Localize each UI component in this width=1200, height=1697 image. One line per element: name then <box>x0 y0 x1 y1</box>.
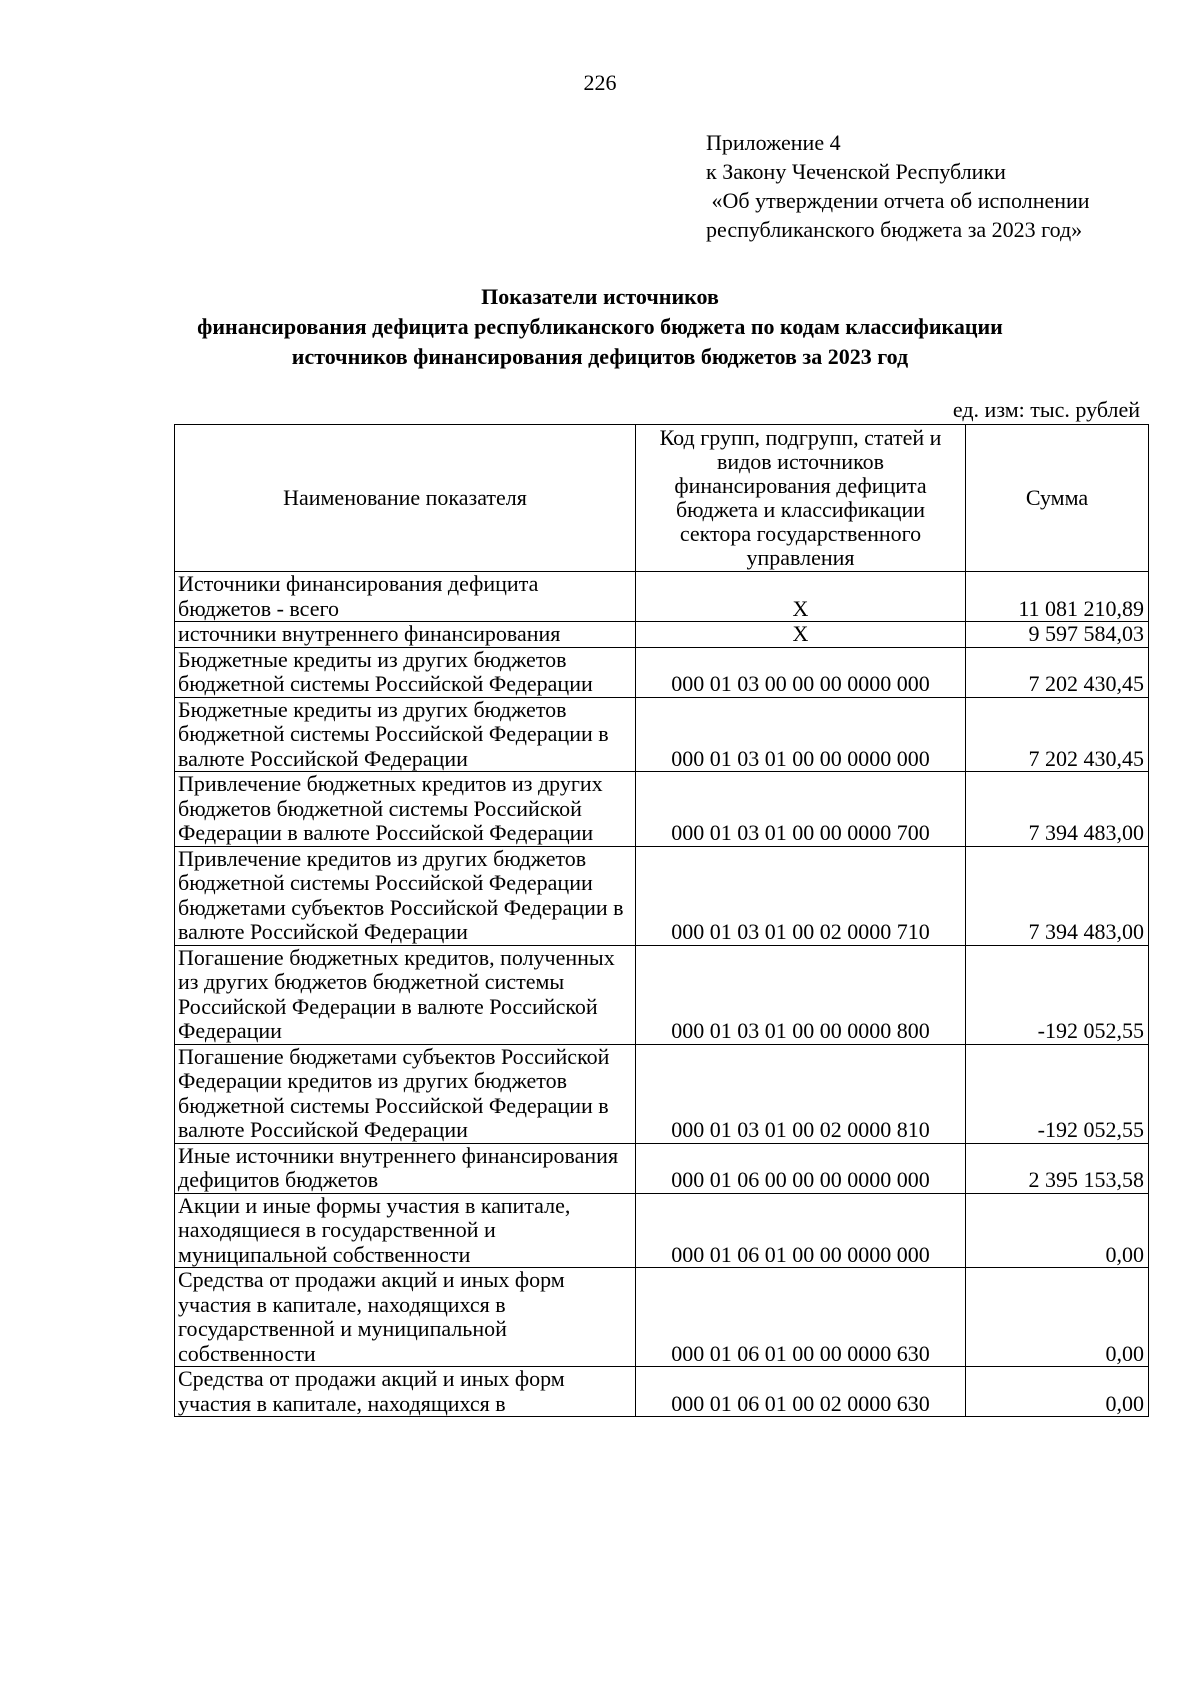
cell-code: X <box>636 572 966 622</box>
table-row <box>175 572 1149 622</box>
cell-name: Средства от продажи акций и иных форм участия в капитале, находящихся в государственной и муниципальной собственности <box>175 1268 636 1367</box>
cell-sum: -192 052,55 <box>966 1044 1149 1143</box>
cell-sum: 11 081 210,89 <box>966 572 1149 622</box>
table-row <box>175 647 1149 697</box>
units-label: ед. изм: тыс. рублей <box>952 397 1140 422</box>
title-line: источников финансирования дефицитов бюджетов за 2023 год <box>291 344 909 369</box>
cell-code: 000 01 03 01 00 00 0000 800 <box>636 945 966 1044</box>
cell-name: Иные источники внутреннего финансирования дефицитов бюджетов <box>175 1143 636 1193</box>
table-row <box>175 945 1149 1044</box>
cell-sum: 0,00 <box>966 1193 1149 1268</box>
table-row <box>175 1268 1149 1367</box>
table-row <box>175 846 1149 945</box>
table-row <box>175 1143 1149 1193</box>
table-row <box>175 1367 1149 1417</box>
table-row <box>175 697 1149 772</box>
table-row <box>175 622 1149 648</box>
cell-sum: 7 394 483,00 <box>966 772 1149 847</box>
cell-sum: 0,00 <box>966 1268 1149 1367</box>
cell-code: 000 01 03 01 00 00 0000 700 <box>636 772 966 847</box>
cell-name: Бюджетные кредиты из других бюджетов бюджетной системы Российской Федерации в валюте Российской Федерации <box>175 697 636 772</box>
cell-code: 000 01 06 01 00 00 0000 000 <box>636 1193 966 1268</box>
page-number: 226 <box>583 70 617 95</box>
cell-sum: -192 052,55 <box>966 945 1149 1044</box>
column-header-code: Код групп, подгрупп, статей и видов источников финансирования дефицита бюджета и классификации сектора государственного управления <box>636 425 966 572</box>
cell-code: 000 01 03 01 00 00 0000 000 <box>636 697 966 772</box>
cell-sum: 7 202 430,45 <box>966 647 1149 697</box>
table-row <box>175 1193 1149 1268</box>
cell-code: 000 01 06 01 00 02 0000 630 <box>636 1367 966 1417</box>
table-row <box>175 1044 1149 1143</box>
cell-name: источники внутреннего финансирования <box>175 622 636 648</box>
appendix-line: «Об утверждении отчета об исполнении <box>706 188 1090 213</box>
appendix-line: к Закону Чеченской Республики <box>706 159 1006 184</box>
cell-name: Источники финансирования дефицита бюджетов - всего <box>175 572 636 622</box>
cell-code: X <box>636 622 966 648</box>
cell-name: Средства от продажи акций и иных форм участия в капитале, находящихся в <box>175 1367 636 1417</box>
cell-name: Привлечение кредитов из других бюджетов бюджетной системы Российской Федерации бюджетами субъектов Российской Федерации в валюте Российской Федерации <box>175 846 636 945</box>
appendix-line: республиканского бюджета за 2023 год» <box>706 217 1083 242</box>
cell-code: 000 01 06 00 00 00 0000 000 <box>636 1143 966 1193</box>
cell-name: Привлечение бюджетных кредитов из других бюджетов бюджетной системы Российской Федерации в валюте Российской Федерации <box>175 772 636 847</box>
cell-name: Акции и иные формы участия в капитале, находящиеся в государственной и муниципальной собственности <box>175 1193 636 1268</box>
cell-sum: 7 394 483,00 <box>966 846 1149 945</box>
table-body <box>175 572 1149 1417</box>
cell-name: Погашение бюджетами субъектов Российской Федерации кредитов из других бюджетов бюджетной системы Российской Федерации в валюте Российской Федерации <box>175 1044 636 1143</box>
cell-name: Погашение бюджетных кредитов, полученных из других бюджетов бюджетной системы Российской Федерации в валюте Российской Федерации <box>175 945 636 1044</box>
cell-name: Бюджетные кредиты из других бюджетов бюджетной системы Российской Федерации <box>175 647 636 697</box>
table-row <box>175 772 1149 847</box>
document-title <box>0 282 1200 372</box>
cell-sum: 2 395 153,58 <box>966 1143 1149 1193</box>
financing-sources-table <box>174 424 1149 1417</box>
column-header-name: Наименование показателя <box>175 425 636 572</box>
cell-sum: 0,00 <box>966 1367 1149 1417</box>
appendix-header <box>706 128 1090 244</box>
cell-code: 000 01 03 01 00 02 0000 710 <box>636 846 966 945</box>
cell-sum: 7 202 430,45 <box>966 697 1149 772</box>
cell-sum: 9 597 584,03 <box>966 622 1149 648</box>
column-header-sum: Сумма <box>966 425 1149 572</box>
title-line: Показатели источников <box>481 284 719 309</box>
title-line: финансирования дефицита республиканского бюджета по кодам классификации <box>197 314 1003 339</box>
cell-code: 000 01 03 00 00 00 0000 000 <box>636 647 966 697</box>
appendix-line: Приложение 4 <box>706 130 841 155</box>
cell-code: 000 01 06 01 00 00 0000 630 <box>636 1268 966 1367</box>
cell-code: 000 01 03 01 00 02 0000 810 <box>636 1044 966 1143</box>
table-header-row <box>175 425 1149 572</box>
